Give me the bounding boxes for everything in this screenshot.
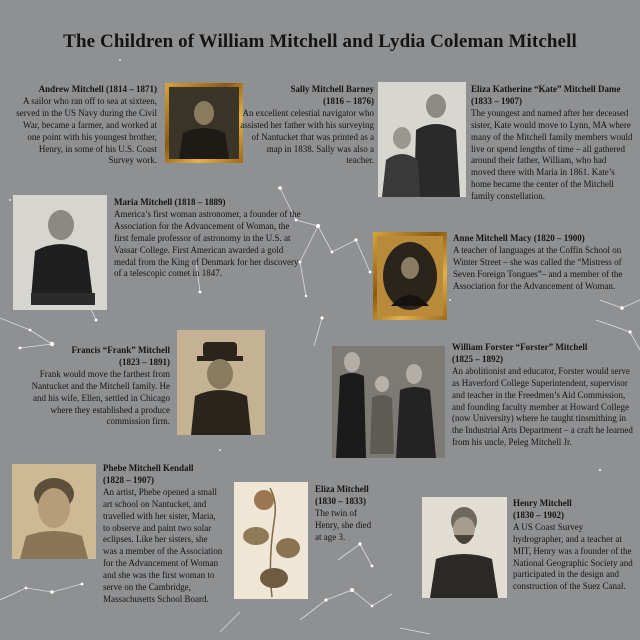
photo-maria: [13, 195, 107, 310]
bio-sally: An excellent celestial navigator who assisted her father with his surveying of Nantucket that was printed as a map in 1838. Sally was also a teacher.: [240, 107, 374, 166]
photo-anne: [373, 232, 447, 320]
years-henry: (1830 – 1902): [513, 509, 564, 520]
years-francis: (1823 – 1891): [119, 356, 170, 367]
entry-andrew: [14, 84, 157, 167]
bio-andrew: A sailor who ran off to sea at sixteen, served in the US Navy during the Civil War, became a farmer, and worked at one point with his youngest brother, Henry, in some of his U.S. Coast Survey work.: [16, 95, 157, 166]
photo-william-forster: [332, 346, 445, 458]
photo-eliza-botanical: [234, 482, 308, 599]
entry-francis: [18, 345, 170, 428]
photo-phebe: [12, 464, 96, 559]
bio-henry: A US Coast Survey hydrographer, and a teacher at MIT, Henry was a founder of the National Geographic Society and participated in the design and construction of the Suez Canal.: [513, 521, 633, 592]
bio-william-forster: An abolitionist and educator, Forster would serve as Haverford College Superintendent, supervisor and teacher in the Freedmen’s Aid Commission, and founding faculty member at Howard College (now University) where he taught tinsmithing in the Industrial Arts Department – a craft he learned from his uncle, Peleg Mitchell Jr.: [452, 365, 633, 448]
years-sally: (1816 – 1876): [323, 95, 374, 106]
bio-francis: Frank would move the farthest from Nantucket and the Mitchell family. He and his wife, Ellen, settled in Chicago where they established a produce commission firm.: [31, 368, 170, 427]
bio-eliza-kate: The youngest and named after her deceased sister, Kate would move to Lynn, MA where many of the Mitchell family members would live or spend lengths of time – all gathered around their father, William, who had moved there with Maria in 1861. Kate’s home became the center of the Mitchell family constellation.: [471, 107, 633, 202]
name-eliza-kate: Eliza Katherine “Kate” Mitchell Dame (1833 – 1907): [471, 84, 621, 106]
name-sally: Sally Mitchell Barney: [290, 84, 374, 94]
photo-eliza-kate: [378, 82, 466, 197]
name-maria: Maria Mitchell (1818 – 1889): [114, 197, 226, 207]
photo-francis: [177, 330, 265, 435]
name-henry: Henry Mitchell: [513, 498, 572, 508]
name-eliza: Eliza Mitchell: [315, 484, 369, 494]
page-title: The Children of William Mitchell and Lydia Coleman Mitchell: [63, 31, 577, 52]
entry-henry: [513, 498, 633, 593]
bio-phebe: An artist, Phebe opened a small art school on Nantucket, and travelled with her sister, Maria, to observe and paint two solar eclipses. Like her sisters, she was a member of the Association for the Advancement of Woman and she was the first woman to serve on the Cambridge, Massachusetts School Board.: [103, 486, 223, 604]
entry-phebe: [103, 463, 223, 606]
entry-anne: [453, 233, 631, 293]
entry-eliza-kate: [471, 84, 633, 203]
bio-eliza: The twin of Henry, she died at age 3.: [315, 507, 372, 542]
entry-maria: [114, 197, 304, 280]
entry-eliza: [315, 484, 373, 544]
years-phebe: (1828 – 1907): [103, 474, 154, 485]
years-william-forster: (1825 – 1892): [452, 353, 503, 364]
photo-andrew: [165, 83, 243, 163]
entry-william-forster: [452, 342, 634, 449]
bio-anne: A teacher of languages at the Coffin School on Winter Street – she was called the “Mistress of Seven Foreign Tongues”– and a member of the Association for the Advancement of Woman.: [453, 244, 623, 291]
name-phebe: Phebe Mitchell Kendall: [103, 463, 194, 473]
name-andrew: Andrew Mitchell (1814 – 1871): [38, 84, 157, 94]
name-francis: Francis “Frank” Mitchell: [71, 345, 170, 355]
photo-henry: [422, 497, 507, 598]
name-william-forster: William Forster “Forster” Mitchell: [452, 342, 588, 352]
bio-maria: America’s first woman astronomer, a founder of the Association for the Advancement of Woman, the first female professor of astronomy in the U.S. at Vassar College. First American awarded a gold medal from the King of Denmark for her discovery of a telescopic comet in 1847.: [114, 208, 301, 279]
entry-sally: [240, 84, 374, 167]
years-eliza: (1830 – 1833): [315, 495, 366, 506]
name-anne: Anne Mitchell Macy (1820 – 1900): [453, 233, 585, 243]
